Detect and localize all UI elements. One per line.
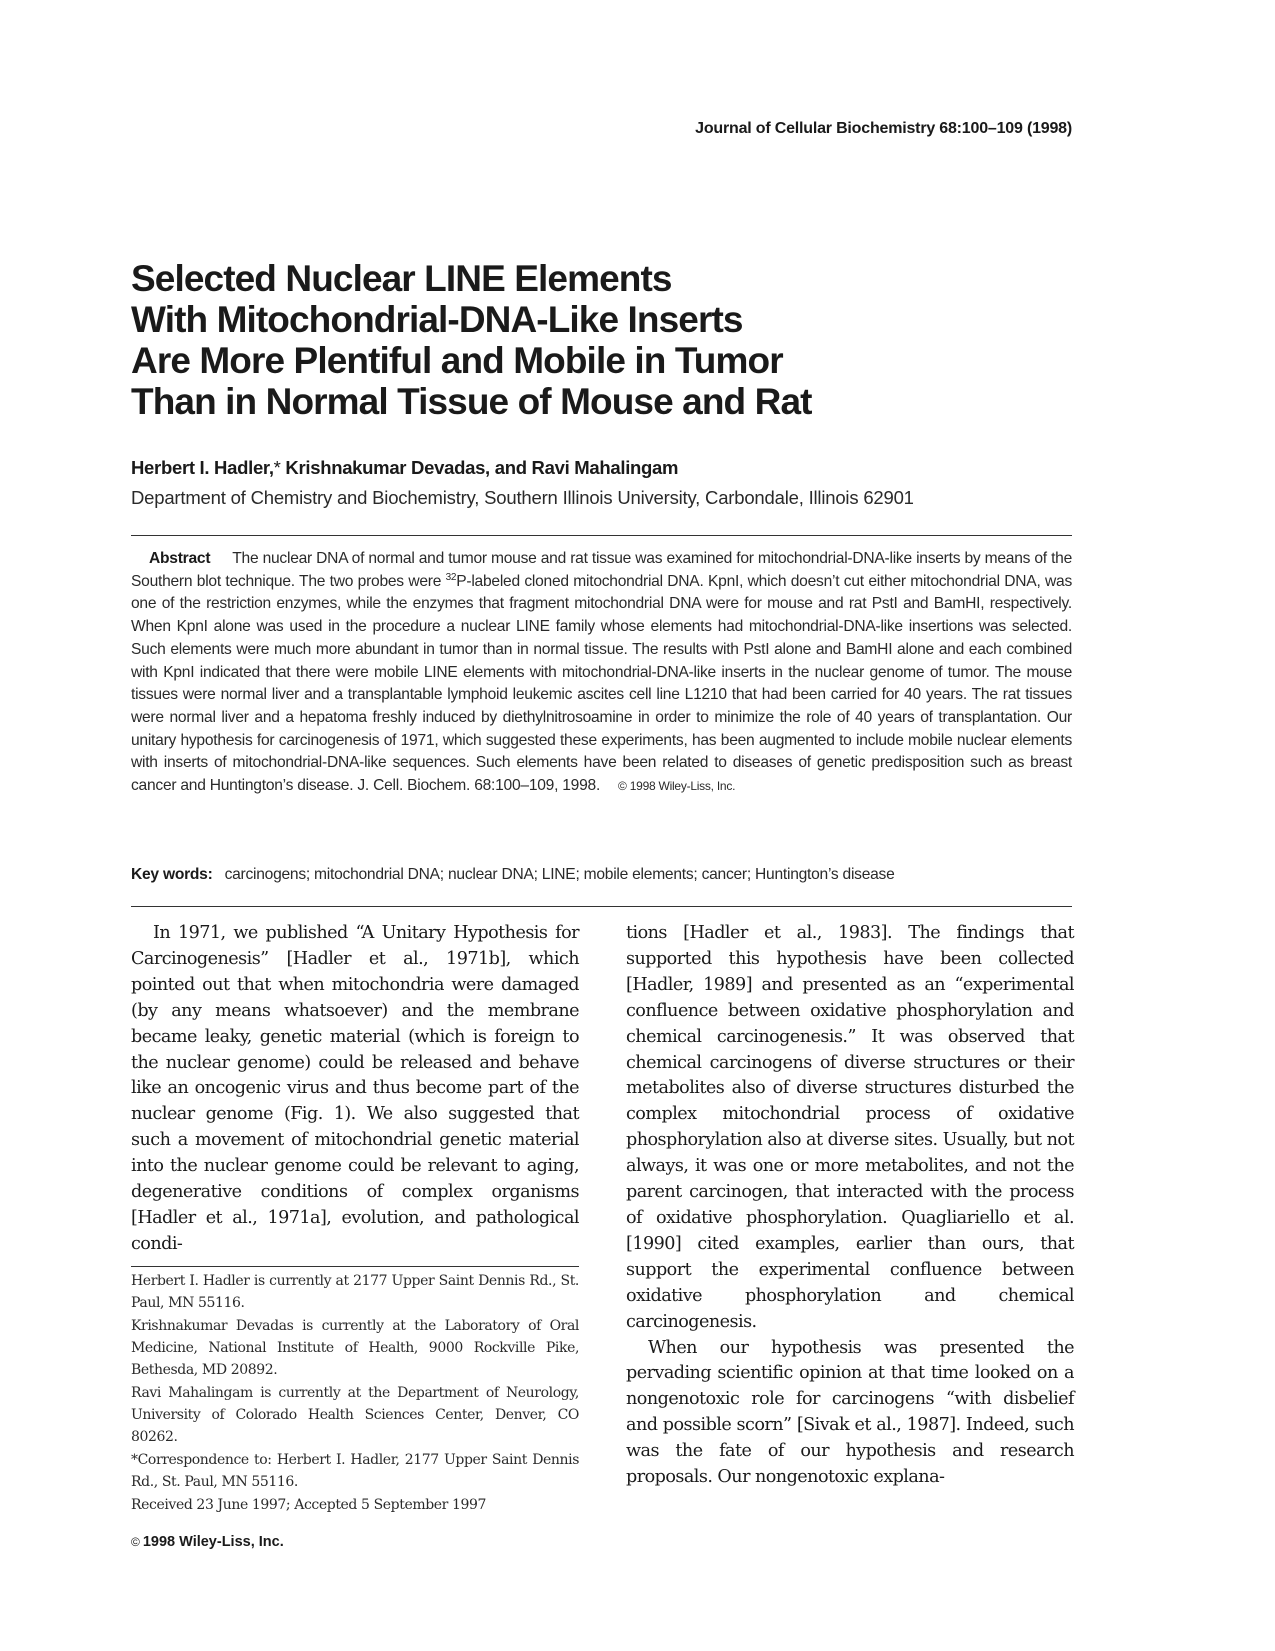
copyright-text: 1998 Wiley-Liss, Inc.	[142, 1534, 284, 1550]
abstract	[131, 548, 1072, 798]
copyright-symbol: ©	[131, 1535, 140, 1549]
body-paragraph: When our hypothesis was presented the pervading scientific opinion at that time looked on a nongenotoxic role for carcinogens “with disbelief and possible scorn” [Sivak et al., 1987]. Indeed, such was the fate of our hypothesis and research proposals. Our nongenotoxic explana-	[626, 1337, 1074, 1488]
abstract-text-start: The nuclear DNA of normal and tumor mouse and rat tissue was examined for mitochondrial-DNA-like inserts by means of the Southern blot technique. The two probes were	[131, 550, 1072, 590]
footnote: *Correspondence to: Herbert I. Hadler, 2177 Upper Saint Dennis Rd., St. Paul, MN 55116.	[131, 1452, 579, 1490]
correspondence-marker: *	[273, 457, 281, 478]
body-paragraph: tions [Hadler et al., 1983]. The findings that supported this hypothesis have been collected [Hadler, 1989] and presented as an “experimental confluence between oxidative phosphorylation and chemical carcinogenesis.” It was observed that chemical carcinogens of diverse structures or their metabolites also of diverse structures disturbed the complex mitochondrial process of oxidative phosphorylation also at diverse sites. Usually, but not always, it was one or more metabolites, and not the parent carcinogen, that interacted with the process of oxidative phosphorylation. Quagliariello et al. [1990] cited examples, earlier than ours, that support the experimental confluence between oxidative phosphorylation and chemical carcinogenesis.	[626, 923, 1074, 1332]
abstract-label: Abstract	[149, 550, 211, 567]
title-line: Are More Plentiful and Mobile in Tumor	[131, 340, 783, 381]
footnote: Received 23 June 1997; Accepted 5 September 1997	[131, 1497, 487, 1513]
footnote-divider	[131, 1266, 579, 1267]
abstract-copyright: © 1998 Wiley-Liss, Inc.	[618, 779, 736, 794]
author-first: Herbert I. Hadler,	[131, 457, 274, 478]
footnote: Krishnakumar Devadas is currently at the Laboratory of Oral Medicine, National Institute of Health, 9000 Rockville Pike, Bethesda, MD 20892.	[131, 1318, 579, 1378]
footnote: Herbert I. Hadler is currently at 2177 Upper Saint Dennis Rd., St. Paul, MN 55116.	[131, 1273, 579, 1311]
title-line: With Mitochondrial-DNA-Like Inserts	[131, 299, 743, 340]
footnotes	[131, 1270, 579, 1517]
title-line: Than in Normal Tissue of Mouse and Rat	[131, 381, 812, 422]
copyright-notice	[131, 1534, 284, 1550]
body-column-right	[626, 921, 1074, 1491]
divider	[131, 535, 1072, 536]
article-title	[131, 258, 1031, 422]
abstract-text-end: P-labeled cloned mitochondrial DNA. KpnI, which doesn’t cut either mitochondrial DNA, was one of the restriction enzymes, while the enzymes that fragment mitochondrial DNA were for mouse and rat PstI and BamHI, respectively. When KpnI alone was used in the procedure a nuclear LINE family whose elements had mitochondrial-DNA-like insertions was selected. Such elements were much more abundant in tumor than in normal tissue. The results with PstI alone and BamHI alone and each combined with KpnI indicated that there were mobile LINE elements with mitochondrial-DNA-like inserts in the nuclear genome of tumor. The mouse tissues were normal liver and a transplantable lymphoid leukemic ascites cell line L1210 that had been carried for 40 years. The rat tissues were normal liver and a hepatoma freshly induced by diethylnitrosoamine in order to minimize the role of 40 years of transplantation. Our unitary hypothesis for carcinogenesis of 1971, which suggested these experiments, has been augmented to include mobile nuclear elements with inserts of mitochondrial-DNA-like sequences. Such elements have been related to diseases of genetic predisposition such as breast cancer and Huntington’s disease. J. Cell. Biochem. 68:100–109, 1998.	[131, 572, 1072, 795]
keywords-label: Key words:	[131, 866, 213, 883]
journal-citation: Journal of Cellular Biochemistry 68:100–109 (1998)	[695, 120, 1072, 137]
keywords-text: carcinogens; mitochondrial DNA; nuclear DNA; LINE; mobile elements; cancer; Huntington’s disease	[224, 866, 895, 883]
isotope-superscript: 32	[445, 571, 457, 583]
author-list	[131, 457, 1031, 479]
affiliation: Department of Chemistry and Biochemistry, Southern Illinois University, Carbondale, Illinois 62901	[131, 487, 914, 508]
author-rest: Krishnakumar Devadas, and Ravi Mahalingam	[280, 457, 679, 478]
footnote: Ravi Mahalingam is currently at the Department of Neurology, University of Colorado Health Sciences Center, Denver, CO 80262.	[131, 1385, 579, 1445]
body-column-left	[131, 921, 579, 1258]
title-line: Selected Nuclear LINE Elements	[131, 258, 672, 299]
body-paragraph: In 1971, we published “A Unitary Hypothesis for Carcinogenesis” [Hadler et al., 1971b], which pointed out that when mitochondria were damaged (by any means whatsoever) and the membrane became leaky, genetic material (which is foreign to the nuclear genome) could be released and behave like an oncogenic virus and thus become part of the nuclear genome (Fig. 1). We also suggested that such a movement of mitochondrial genetic material into the nuclear genome could be relevant to aging, degenerative conditions of complex organisms [Hadler et al., 1971a], evolution, and pathological condi-	[131, 923, 579, 1254]
divider	[131, 906, 1072, 907]
keywords	[131, 866, 1072, 884]
